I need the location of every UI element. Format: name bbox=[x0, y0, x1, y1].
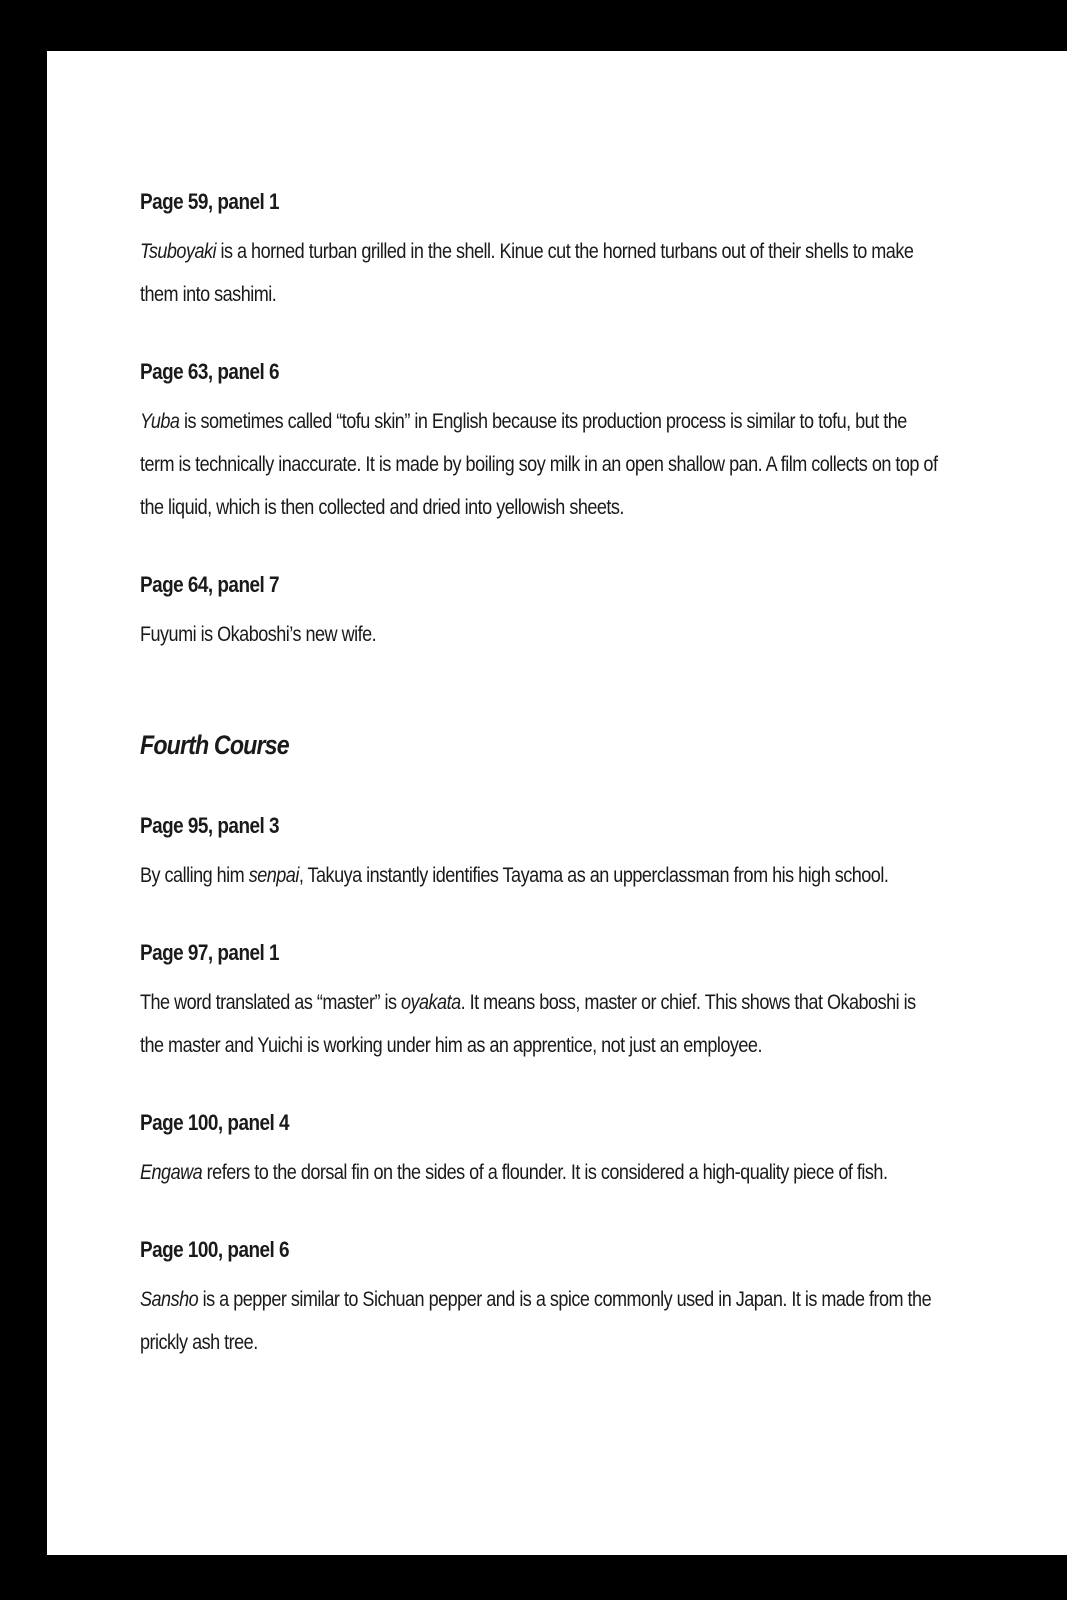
note-body bbox=[140, 400, 940, 529]
page bbox=[47, 51, 1067, 1555]
section-heading: Fourth Course bbox=[140, 730, 289, 760]
note-page-100-panel-4 bbox=[140, 1109, 940, 1194]
note-text: refers to the dorsal fin on the sides of a flounder. It is considered a high-quality piece of fish. bbox=[202, 1161, 888, 1184]
note-term: Engawa bbox=[140, 1161, 203, 1184]
note-term: senpai bbox=[248, 864, 299, 887]
note-page-59-panel-1 bbox=[140, 188, 940, 316]
glossary-notes bbox=[140, 188, 940, 1406]
note-page-63-panel-6 bbox=[140, 358, 940, 529]
note-term: Sansho bbox=[140, 1288, 199, 1311]
note-text: , Takuya instantly identifies Tayama as an upperclassman from his high school. bbox=[298, 864, 889, 887]
note-text: is a pepper similar to Sichuan pepper and is a spice commonly used in Japan. It is made from the prickly ash tree. bbox=[140, 1288, 932, 1354]
note-body bbox=[140, 230, 940, 316]
note-title: Page 100, panel 4 bbox=[140, 1110, 289, 1135]
note-text: The word translated as “master” is bbox=[140, 991, 401, 1014]
note-body bbox=[140, 613, 940, 656]
note-page-95-panel-3 bbox=[140, 812, 940, 897]
note-body bbox=[140, 1278, 940, 1364]
note-title: Page 63, panel 6 bbox=[140, 359, 279, 384]
note-title: Page 95, panel 3 bbox=[140, 813, 279, 838]
note-title: Page 100, panel 6 bbox=[140, 1237, 289, 1262]
note-body bbox=[140, 1151, 940, 1194]
note-page-64-panel-7 bbox=[140, 571, 940, 656]
note-text: is sometimes called “tofu skin” in English because its production process is similar to tofu, but the term is technically inaccurate. It is made by boiling soy milk in an open shallow pan. A film collects on top of the liquid, which is then collected and dried into yellowish sheets. bbox=[140, 410, 938, 519]
note-title: Page 59, panel 1 bbox=[140, 189, 279, 214]
note-term: Yuba bbox=[140, 410, 180, 433]
note-body bbox=[140, 981, 940, 1067]
note-text: By calling him bbox=[140, 864, 249, 887]
note-page-97-panel-1 bbox=[140, 939, 940, 1067]
note-term: oyakata bbox=[400, 991, 461, 1014]
note-text: is a horned turban grilled in the shell. Kinue cut the horned turbans out of their shells to make them into sashimi. bbox=[140, 240, 914, 306]
note-term: Tsuboyaki bbox=[140, 240, 217, 263]
note-text: Fuyumi is Okaboshi’s new wife. bbox=[140, 623, 377, 646]
note-text: . It means boss, master or chief. This shows that Okaboshi is the master and Yuichi is working under him as an apprentice, not just an employee. bbox=[140, 991, 916, 1057]
note-body bbox=[140, 854, 940, 897]
note-title: Page 64, panel 7 bbox=[140, 572, 279, 597]
note-title: Page 97, panel 1 bbox=[140, 940, 279, 965]
note-page-100-panel-6 bbox=[140, 1236, 940, 1364]
